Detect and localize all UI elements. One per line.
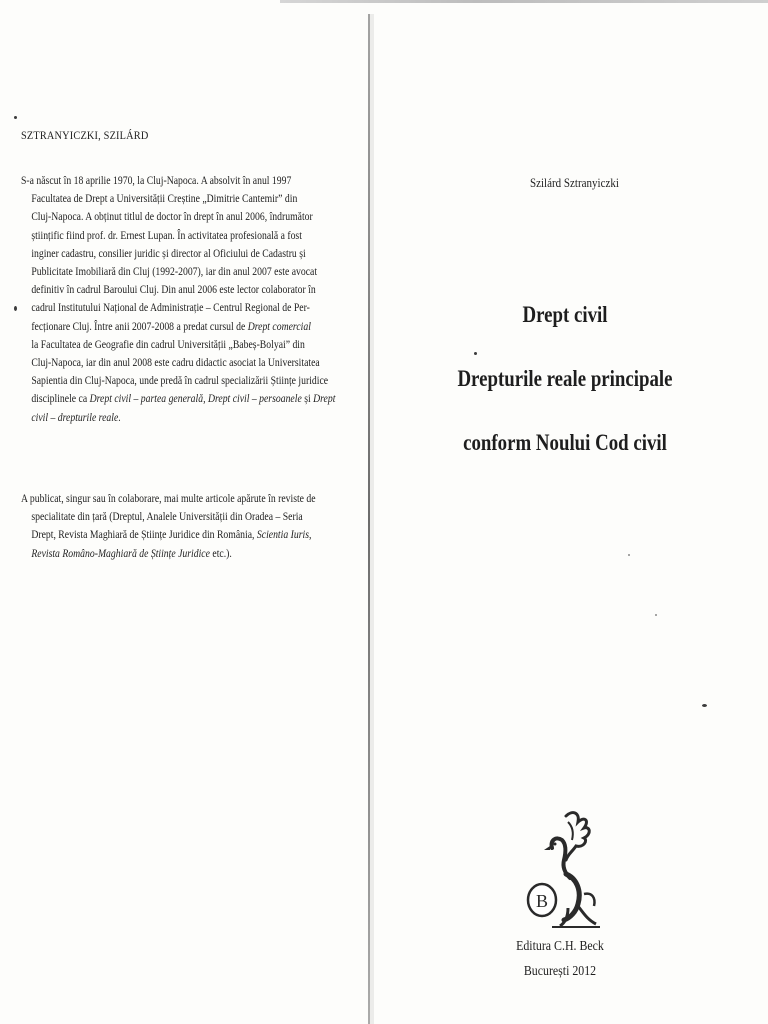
bio-text: fecționare Cluj. Între anii 2007-2008 a predat cursul de <box>31 320 246 333</box>
bio-line: S-a născut în 18 aprilie 1970, la Cluj-Napoca. A absolvit în anul 1997 <box>21 175 292 187</box>
scan-speck <box>702 704 707 707</box>
author-biography <box>21 172 336 427</box>
pubs-line: specialitate din țară (Dreptul, Analele Universității din Oradea – Seria <box>31 511 303 524</box>
bio-text: disciplinele ca <box>31 393 88 406</box>
bio-line <box>21 318 317 336</box>
bio-line: definitiv în cadrul Baroului Cluj. Din anul 2006 este lector colaborator în <box>31 284 316 297</box>
bio-line: științific fiind prof. dr. Ernest Lupan. În activitatea profesională a fost <box>31 229 302 242</box>
bio-line <box>21 390 336 408</box>
author-name: Szilárd Sztranyiczki <box>530 176 619 190</box>
bio-line: Cluj-Napoca, iar din anul 2008 este cadru didactic asociat la Universitatea <box>31 357 320 370</box>
pubs-text: etc.). <box>212 547 232 560</box>
scan-speck <box>14 306 17 311</box>
bio-line: inginer cadastru, consilier juridic și director al Oficiului de Cadastru și <box>31 247 306 260</box>
publisher-place-year: București 2012 <box>523 963 597 978</box>
bio-italic-text: Drept comercial <box>247 320 311 333</box>
book-title-line: conform Noului Cod civil <box>463 430 667 455</box>
scan-speck <box>14 116 17 119</box>
scan-speck <box>655 614 657 616</box>
bio-line: Publicitate Imobiliară din Cluj (1992-2007), iar din anul 2007 este avocat <box>31 266 318 279</box>
bio-text: și <box>304 393 311 406</box>
scan-speck <box>474 352 477 355</box>
pubs-italic-text: Scientia Iuris, <box>256 529 312 542</box>
pubs-text: Drept, Revista Maghiară de Științe Juridice din România, <box>31 529 255 542</box>
pubs-line: A publicat, singur sau în colaborare, mai multe articole apărute în reviste de <box>21 493 316 505</box>
bio-line: Facultatea de Drept a Universității Creștine „Dimitrie Cantemir” din <box>31 193 298 206</box>
bio-line: Cluj-Napoca. A obținut titlul de doctor în drept în anul 2006, îndrumător <box>31 211 313 224</box>
bio-italic-text: civil – drepturile reale <box>31 411 119 424</box>
bio-line: cadrul Institutului Național de Administrație – Centrul Regional de Per- <box>31 302 310 315</box>
bio-line <box>21 409 317 427</box>
pubs-italic-text: Revista Româno-Maghiară de Științe Juridice <box>31 547 210 560</box>
pubs-line <box>21 545 331 563</box>
bio-italic-text: Drept <box>313 393 336 406</box>
pubs-line <box>21 526 331 544</box>
scan-speck <box>628 554 630 556</box>
author-heading: SZTRANYICZKI, SZILÁRD <box>21 128 149 142</box>
publisher-name: Editura C.H. Beck <box>516 938 604 953</box>
book-title-line: Drepturile reale principale <box>457 366 673 391</box>
author-publications <box>21 490 331 563</box>
bio-text: . <box>118 411 121 424</box>
bio-line: Sapientia din Cluj-Napoca, unde predă în cadrul specializării Științe juridice <box>31 375 329 388</box>
left-page <box>0 0 368 1024</box>
publisher-griffin-logo-icon <box>522 808 604 930</box>
book-title-line: Drept civil <box>522 302 608 327</box>
bio-line: la Facultatea de Geografie din cadrul Universității „Babeș-Bolyai” din <box>31 338 305 351</box>
logo-letter: B <box>535 891 549 911</box>
bio-italic-text: Drept civil – partea generală, Drept civil – persoanele <box>89 393 302 406</box>
